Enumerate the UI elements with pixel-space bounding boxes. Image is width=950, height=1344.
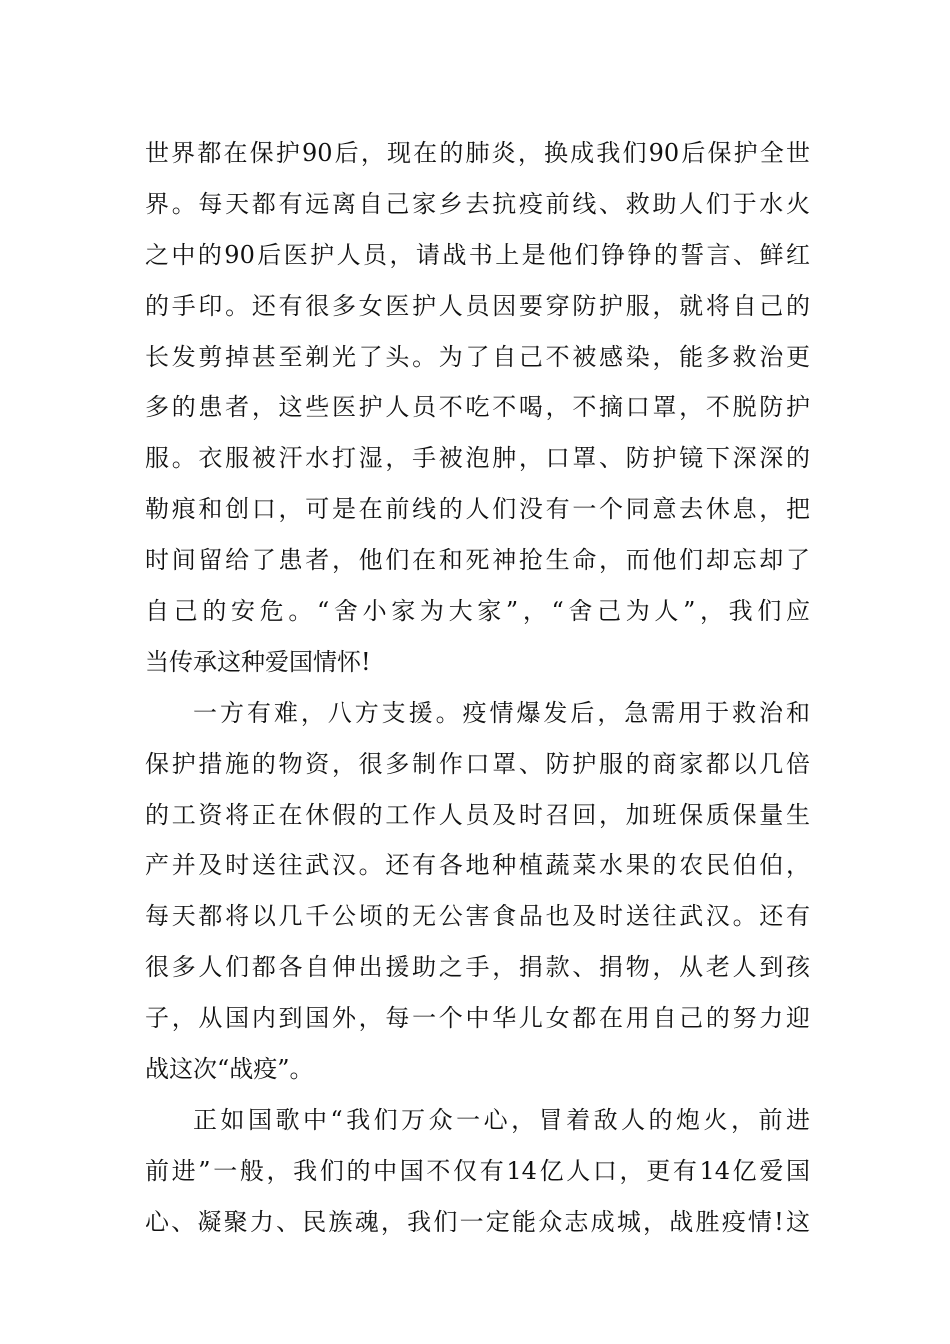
text-line: 每天都将以几千公顷的无公害食品也及时送往武汉。还有 <box>145 902 810 931</box>
text-line: 正如国歌中“我们万众一心，冒着敌人的炮火，前进 <box>193 1105 810 1134</box>
text-line: 当传承这种爱国情怀! <box>145 647 371 676</box>
text-line: 的工资将正在休假的工作人员及时召回，加班保质保量生 <box>145 800 810 829</box>
text-line: 很多人们都各自伸出援助之手，捐款、捐物，从老人到孩 <box>145 953 810 982</box>
text-line: 时间留给了患者，他们在和死神抢生命，而他们却忘却了 <box>145 546 810 575</box>
text-line: 产并及时送往武汉。还有各地种植蔬菜水果的农民伯伯， <box>145 851 810 880</box>
body-text <box>145 128 810 1248</box>
text-line: 的手印。还有很多女医护人员因要穿防护服，就将自己的 <box>145 291 810 320</box>
text-line: 子，从国内到国外，每一个中华儿女都在用自己的努力迎 <box>145 1004 810 1033</box>
text-line: 勒痕和创口，可是在前线的人们没有一个同意去休息，把 <box>145 495 810 524</box>
text-line: 世界都在保护90后，现在的肺炎，换成我们90后保护全世 <box>145 139 810 167</box>
text-line: 多的患者，这些医护人员不吃不喝，不摘口罩，不脱防护 <box>145 393 810 422</box>
text-line: 界。每天都有远离自己家乡去抗疫前线、救助人们于水火 <box>145 189 810 218</box>
text-line: 自己的安危。“舍小家为大家”，“舍己为人”，我们应 <box>145 597 810 626</box>
text-line: 服。衣服被汗水打湿，手被泡肿，口罩、防护镜下深深的 <box>145 444 810 473</box>
text-line: 之中的90后医护人员，请战书上是他们铮铮的誓言、鲜红 <box>145 240 810 269</box>
text-line: 长发剪掉甚至剃光了头。为了自己不被感染，能多救治更 <box>145 342 810 371</box>
text-line: 保护措施的物资，很多制作口罩、防护服的商家都以几倍 <box>145 749 810 778</box>
text-line: 战这次“战疫”。 <box>145 1055 314 1084</box>
text-line: 前进”一般，我们的中国不仅有14亿人口，更有14亿爱国 <box>145 1156 810 1185</box>
text-line: 心、凝聚力、民族魂，我们一定能众志成城，战胜疫情!这 <box>145 1207 810 1236</box>
text-line: 一方有难，八方支援。疫情爆发后，急需用于救治和 <box>193 698 810 727</box>
